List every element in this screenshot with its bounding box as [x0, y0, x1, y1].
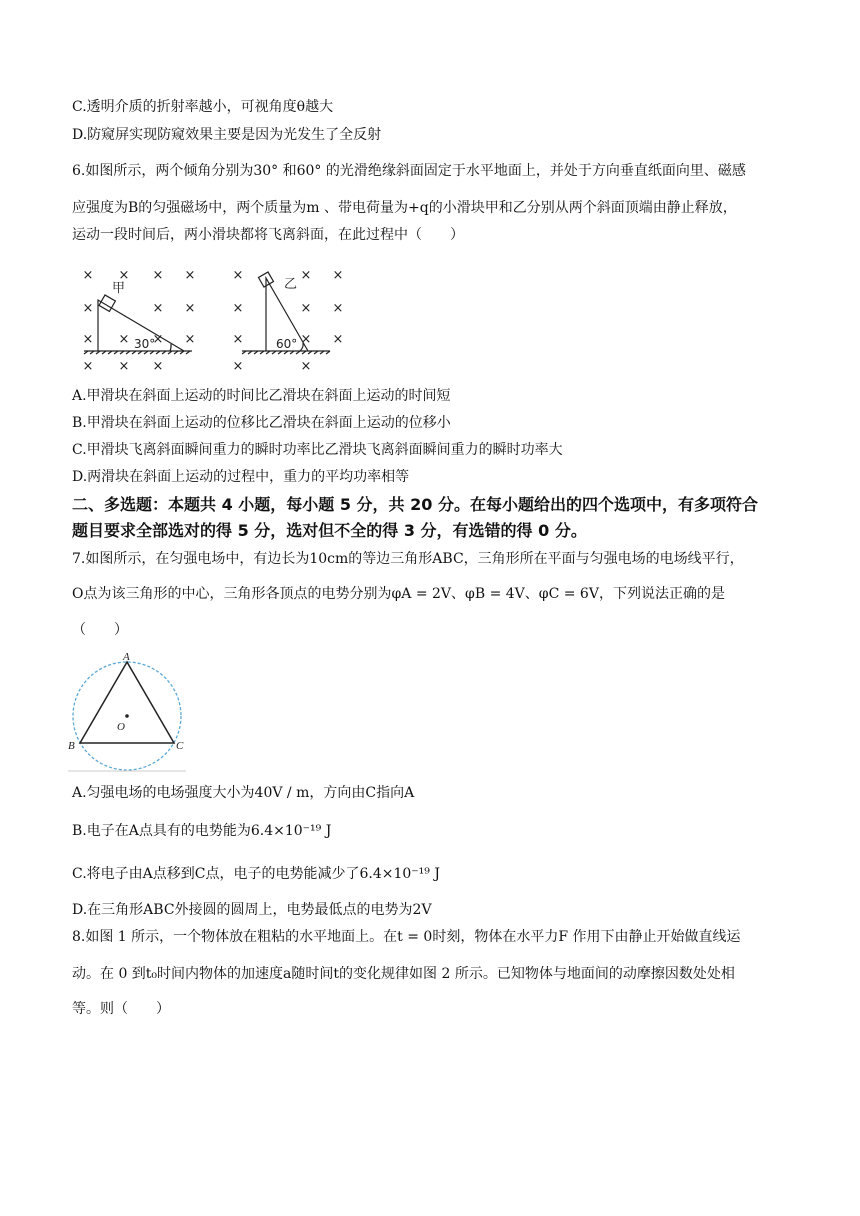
q7-option-a: A.匀强电场的电场强度大小为40V / m，方向由C指向A	[72, 785, 415, 801]
section2-heading-line2: 题目要求全部选对的得 5 分，选对但不全的得 3 分，有选错的得 0 分。	[72, 521, 587, 540]
q7-option-c: C.将电子由A点移到C点，电子的电势能减少了6.4×10⁻¹⁹ J	[72, 866, 440, 882]
q7-option-d: D.在三角形ABC外接圆的圆周上，电势最低点的电势为2V	[72, 902, 432, 918]
block-jia-label: 甲	[112, 281, 126, 296]
vertex-a-label: A	[123, 651, 130, 663]
field-cross: ×	[232, 359, 244, 374]
section2-heading-line1: 二、多选题：本题共 4 小题，每小题 5 分，共 20 分。在每小题给出的四个选项中，有多项符合	[72, 495, 758, 514]
field-cross: ×	[152, 301, 164, 316]
field-cross: ×	[184, 301, 196, 316]
field-cross: ×	[118, 268, 130, 283]
field-cross: ×	[152, 268, 164, 283]
angle-30-label: 30°	[134, 337, 156, 351]
field-cross: ×	[332, 301, 344, 316]
field-cross: ×	[184, 268, 196, 283]
q7-stem-line1: 7.如图所示，在匀强电场中，有边长为10cm的等边三角形ABC，三角形所在平面与匀强电场的电场线平行，	[72, 551, 744, 567]
q6-stem-line1: 6.如图所示，两个倾角分别为30° 和60° 的光滑绝缘斜面固定于水平地面上，并处于方向垂直纸面向里、磁感	[72, 163, 746, 179]
field-cross: ×	[300, 359, 312, 374]
field-cross: ×	[118, 359, 130, 374]
q8-stem-line1: 8.如图 1 所示，一个物体放在粗粘的水平地面上。在t = 0时刻，物体在水平力F 作用下由静止开始做直线运	[72, 929, 741, 945]
q7-option-b: B.电子在A点具有的电势能为6.4×10⁻¹⁹ J	[72, 823, 332, 839]
q7-stem-line3: （ ）	[72, 622, 128, 638]
field-cross: ×	[152, 359, 164, 374]
angle-60-label: 60°	[276, 337, 298, 351]
q6-option-a: A.甲滑块在斜面上运动的时间比乙滑块在斜面上运动的时间短	[72, 388, 451, 404]
q6-stem-line2: 应强度为B的匀强磁场中，两个质量为m 、带电荷量为+q的小滑块甲和乙分别从两个斜面顶端由静止释放，	[72, 200, 737, 216]
vertex-c-label: C	[176, 740, 184, 752]
vertex-b-label: B	[68, 740, 75, 752]
block-yi-label: 乙	[284, 277, 298, 292]
q6-option-b: B.甲滑块在斜面上运动的位移比乙滑块在斜面上运动的位移小	[72, 415, 451, 431]
field-cross: ×	[82, 268, 94, 283]
center-o-label: O	[117, 721, 125, 733]
field-cross: ×	[82, 332, 94, 347]
field-cross: ×	[232, 301, 244, 316]
field-cross: ×	[184, 332, 196, 347]
field-cross: ×	[300, 301, 312, 316]
q6-figure	[62, 258, 352, 378]
field-cross: ×	[232, 268, 244, 283]
q7-stem-line2: O点为该三角形的中心，三角形各顶点的电势分别为φA = 2V、φB = 4V、φC = 6V，下列说法正确的是	[72, 586, 725, 602]
q6-option-d: D.两滑块在斜面上运动的过程中，重力的平均功率相等	[72, 469, 410, 485]
q7-figure	[64, 650, 194, 775]
field-cross: ×	[82, 301, 94, 316]
q5-option-d: D.防窥屏实现防窥效果主要是因为光发生了全反射	[72, 127, 382, 143]
q8-stem-line2: 动。在 0 到t₀时间内物体的加速度a随时间t的变化规律如图 2 所示。已知物体与地面间的动摩擦因数处处相	[72, 966, 735, 982]
field-cross: ×	[332, 268, 344, 283]
q5-option-c: C.透明介质的折射率越小，可视角度θ越大	[72, 99, 334, 115]
field-cross: ×	[300, 332, 312, 347]
field-cross: ×	[152, 332, 164, 347]
field-cross: ×	[332, 332, 344, 347]
q6-stem-line3: 运动一段时间后，两小滑块都将飞离斜面，在此过程中（ ）	[72, 227, 464, 243]
q8-stem-line3: 等。则（ ）	[72, 1001, 170, 1017]
field-cross: ×	[82, 359, 94, 374]
q6-option-c: C.甲滑块飞离斜面瞬间重力的瞬时功率比乙滑块飞离斜面瞬间重力的瞬时功率大	[72, 442, 563, 458]
field-cross: ×	[118, 332, 130, 347]
field-cross: ×	[300, 268, 312, 283]
field-cross: ×	[232, 332, 244, 347]
